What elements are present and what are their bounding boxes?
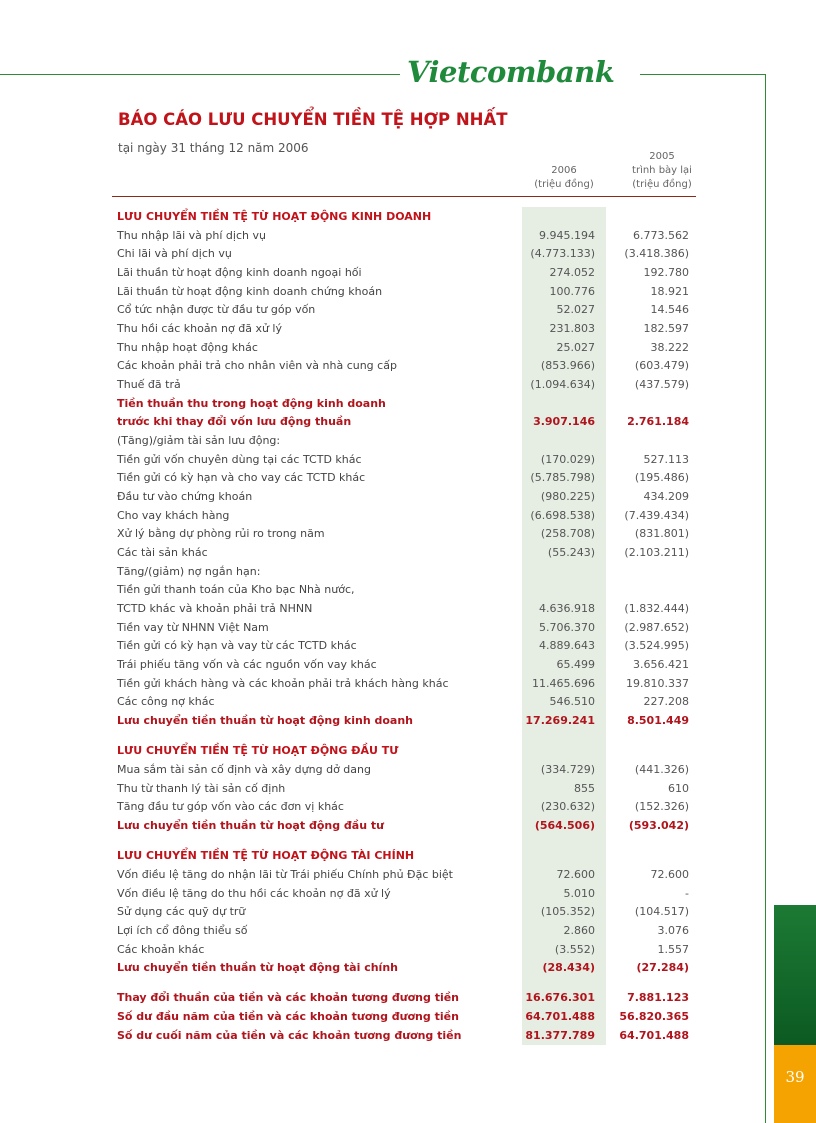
row-label: Thu từ thanh lý tài sản cố định bbox=[117, 782, 286, 795]
value-2006: 100.776 bbox=[549, 285, 595, 298]
row-label: Tiền gửi vốn chuyên dùng tại các TCTD khác bbox=[117, 453, 362, 466]
value-2006: 11.465.696 bbox=[532, 677, 595, 690]
value-2005: 610 bbox=[668, 782, 689, 795]
value-2006: (170.029) bbox=[540, 453, 595, 466]
row-label: Tiền gửi có kỳ hạn và vay từ các TCTD khác bbox=[117, 639, 357, 652]
value-2006: 3.907.146 bbox=[533, 415, 595, 428]
row-label: Sử dụng các quỹ dự trữ bbox=[117, 905, 246, 918]
value-2005: 3.656.421 bbox=[633, 658, 689, 671]
row-label: Lưu chuyển tiền thuần từ hoạt động tài chính bbox=[117, 961, 398, 974]
header-rule-left bbox=[0, 74, 400, 75]
value-2006: 274.052 bbox=[549, 266, 595, 279]
row-label: LƯU CHUYỂN TIỀN TỆ TỪ HOẠT ĐỘNG KINH DOANH bbox=[117, 210, 432, 223]
value-2006: 855 bbox=[574, 782, 595, 795]
column-header-2005 bbox=[622, 150, 702, 192]
row-label: Các khoản khác bbox=[117, 943, 205, 956]
row-label: Vốn điều lệ tăng do thu hồi các khoản nợ đã xử lý bbox=[117, 887, 391, 900]
row-label: Lưu chuyển tiền thuần từ hoạt động đầu tư bbox=[117, 819, 384, 832]
value-2006: (564.506) bbox=[534, 819, 595, 832]
value-2005: 1.557 bbox=[657, 943, 689, 956]
page-number: 39 bbox=[785, 1068, 805, 1086]
value-2006: 16.676.301 bbox=[525, 991, 595, 1004]
value-2005: 7.881.123 bbox=[627, 991, 689, 1004]
value-2005: 8.501.449 bbox=[627, 714, 689, 727]
value-2005: (2.103.211) bbox=[624, 546, 689, 559]
value-2005: 527.113 bbox=[643, 453, 689, 466]
row-label: Các tài sản khác bbox=[117, 546, 208, 559]
value-2005: (593.042) bbox=[628, 819, 689, 832]
value-2006: 17.269.241 bbox=[525, 714, 595, 727]
value-2006: 64.701.488 bbox=[525, 1010, 595, 1023]
value-2006: (3.552) bbox=[554, 943, 595, 956]
vietcombank-logo: Vietcombank bbox=[407, 55, 615, 89]
row-label: Lưu chuyển tiền thuần từ hoạt động kinh doanh bbox=[117, 714, 414, 727]
row-label: Thu hồi các khoản nợ đã xử lý bbox=[117, 322, 282, 335]
row-label: Thu nhập lãi và phí dịch vụ bbox=[117, 229, 266, 242]
row-label: Đầu tư vào chứng khoán bbox=[117, 490, 253, 503]
value-2005: 3.076 bbox=[657, 924, 689, 937]
value-2005: 192.780 bbox=[643, 266, 689, 279]
value-2005: (195.486) bbox=[634, 471, 689, 484]
value-2006: 4.889.643 bbox=[539, 639, 595, 652]
value-2005: 19.810.337 bbox=[626, 677, 689, 690]
row-label: Vốn điều lệ tăng do nhận lãi từ Trái phiếu Chính phủ Đặc biệt bbox=[117, 868, 453, 881]
row-label: Tiền gửi thanh toán của Kho bạc Nhà nước, bbox=[117, 583, 355, 596]
value-2005: (2.987.652) bbox=[624, 621, 689, 634]
value-2006: 4.636.918 bbox=[539, 602, 595, 615]
value-2006: (853.966) bbox=[540, 359, 595, 372]
row-label: Mua sắm tài sản cố định và xây dựng dở dang bbox=[117, 763, 371, 776]
row-label: Tiền thuần thu trong hoạt động kinh doanh bbox=[117, 397, 386, 410]
column-year: 2006 bbox=[551, 165, 577, 176]
value-2006: (334.729) bbox=[540, 763, 595, 776]
row-label: Chi lãi và phí dịch vụ bbox=[117, 247, 232, 260]
row-label: Lãi thuần từ hoạt động kinh doanh ngoại hối bbox=[117, 266, 362, 279]
row-label: (Tăng)/giảm tài sản lưu động: bbox=[117, 434, 281, 447]
value-2005: 18.921 bbox=[650, 285, 689, 298]
value-2006: 9.945.194 bbox=[539, 229, 595, 242]
value-2005: (104.517) bbox=[634, 905, 689, 918]
value-2005: (7.439.434) bbox=[624, 509, 689, 522]
value-2005: 56.820.365 bbox=[619, 1010, 689, 1023]
value-2005: 227.208 bbox=[643, 695, 689, 708]
row-label: Thuế đã trả bbox=[117, 378, 181, 391]
value-2006: (6.698.538) bbox=[530, 509, 595, 522]
row-label: Thay đổi thuần của tiền và các khoản tương đương tiền bbox=[117, 991, 460, 1004]
value-2005: 182.597 bbox=[643, 322, 689, 335]
value-2006: (980.225) bbox=[540, 490, 595, 503]
value-2006: (4.773.133) bbox=[530, 247, 595, 260]
value-2006: 72.600 bbox=[556, 868, 595, 881]
column-note: trình bày lại bbox=[632, 165, 692, 176]
value-2005: 434.209 bbox=[643, 490, 689, 503]
row-label: LƯU CHUYỂN TIỀN TỆ TỪ HOẠT ĐỘNG ĐẦU TƯ bbox=[117, 744, 399, 757]
header-rule-right bbox=[640, 74, 766, 75]
row-label: Tăng đầu tư góp vốn vào các đơn vị khác bbox=[117, 800, 344, 813]
row-label: TCTD khác và khoản phải trả NHNN bbox=[117, 602, 313, 615]
column-year: 2005 bbox=[649, 151, 675, 162]
value-2005: (27.284) bbox=[636, 961, 689, 974]
value-2005: (437.579) bbox=[634, 378, 689, 391]
value-2006: 5.706.370 bbox=[539, 621, 595, 634]
column-unit: (triệu đồng) bbox=[534, 179, 594, 190]
value-2005: (441.326) bbox=[634, 763, 689, 776]
row-label: Tiền gửi khách hàng và các khoản phải trả khách hàng khác bbox=[117, 677, 449, 690]
value-2006: 25.027 bbox=[556, 341, 595, 354]
value-2005: 64.701.488 bbox=[619, 1029, 689, 1042]
value-2006: 5.010 bbox=[563, 887, 595, 900]
value-2005: 6.773.562 bbox=[633, 229, 689, 242]
row-label: trước khi thay đổi vốn lưu động thuần bbox=[117, 415, 352, 428]
report-title: BÁO CÁO LƯU CHUYỂN TIỀN TỆ HỢP NHẤT bbox=[118, 110, 508, 129]
row-label: Cổ tức nhận được từ đầu tư góp vốn bbox=[117, 303, 316, 316]
value-2006: 231.803 bbox=[549, 322, 595, 335]
row-label: LƯU CHUYỂN TIỀN TỆ TỪ HOẠT ĐỘNG TÀI CHÍNH bbox=[117, 849, 415, 862]
value-2005: 2.761.184 bbox=[627, 415, 689, 428]
value-2006: (105.352) bbox=[540, 905, 595, 918]
row-label: Xử lý bằng dự phòng rủi ro trong năm bbox=[117, 527, 325, 540]
row-label: Lãi thuần từ hoạt động kinh doanh chứng khoán bbox=[117, 285, 383, 298]
value-2006: (55.243) bbox=[547, 546, 595, 559]
value-2005: (152.326) bbox=[634, 800, 689, 813]
header-divider bbox=[112, 196, 696, 197]
value-2006: 52.027 bbox=[556, 303, 595, 316]
value-2006: 65.499 bbox=[556, 658, 595, 671]
row-label: Số dư đầu năm của tiền và các khoản tương đương tiền bbox=[117, 1010, 459, 1023]
value-2005: 14.546 bbox=[650, 303, 689, 316]
value-2005: (831.801) bbox=[634, 527, 689, 540]
value-2006: (258.708) bbox=[540, 527, 595, 540]
page-edge-rule bbox=[765, 74, 766, 1123]
value-2006: (5.785.798) bbox=[530, 471, 595, 484]
row-label: Trái phiếu tăng vốn và các nguồn vốn vay khác bbox=[117, 658, 377, 671]
row-label: Tăng/(giảm) nợ ngắn hạn: bbox=[117, 565, 261, 578]
row-label: Cho vay khách hàng bbox=[117, 509, 230, 522]
value-2005: - bbox=[685, 887, 689, 900]
row-label: Tiền vay từ NHNN Việt Nam bbox=[117, 621, 269, 634]
column-unit: (triệu đồng) bbox=[632, 179, 692, 190]
value-2006: (1.094.634) bbox=[530, 378, 595, 391]
row-label: Lợi ích cổ đông thiểu số bbox=[117, 924, 248, 937]
value-2005: (3.524.995) bbox=[624, 639, 689, 652]
column-header-2006 bbox=[522, 164, 606, 192]
row-label: Các công nợ khác bbox=[117, 695, 215, 708]
value-2006: 81.377.789 bbox=[525, 1029, 595, 1042]
row-label: Số dư cuối năm của tiền và các khoản tương đương tiền bbox=[117, 1029, 462, 1042]
value-2005: (1.832.444) bbox=[624, 602, 689, 615]
row-label: Các khoản phải trả cho nhân viên và nhà cung cấp bbox=[117, 359, 397, 372]
value-2006: 2.860 bbox=[563, 924, 595, 937]
side-tab-green bbox=[774, 905, 816, 1045]
value-2006: (230.632) bbox=[540, 800, 595, 813]
row-label: Thu nhập hoạt động khác bbox=[117, 341, 258, 354]
value-2006: (28.434) bbox=[542, 961, 595, 974]
value-2006: 546.510 bbox=[549, 695, 595, 708]
value-2005: (603.479) bbox=[634, 359, 689, 372]
value-2005: 72.600 bbox=[650, 868, 689, 881]
report-date: tại ngày 31 tháng 12 năm 2006 bbox=[118, 141, 309, 155]
row-label: Tiền gửi có kỳ hạn và cho vay các TCTD khác bbox=[117, 471, 366, 484]
value-2005: (3.418.386) bbox=[624, 247, 689, 260]
value-2005: 38.222 bbox=[650, 341, 689, 354]
